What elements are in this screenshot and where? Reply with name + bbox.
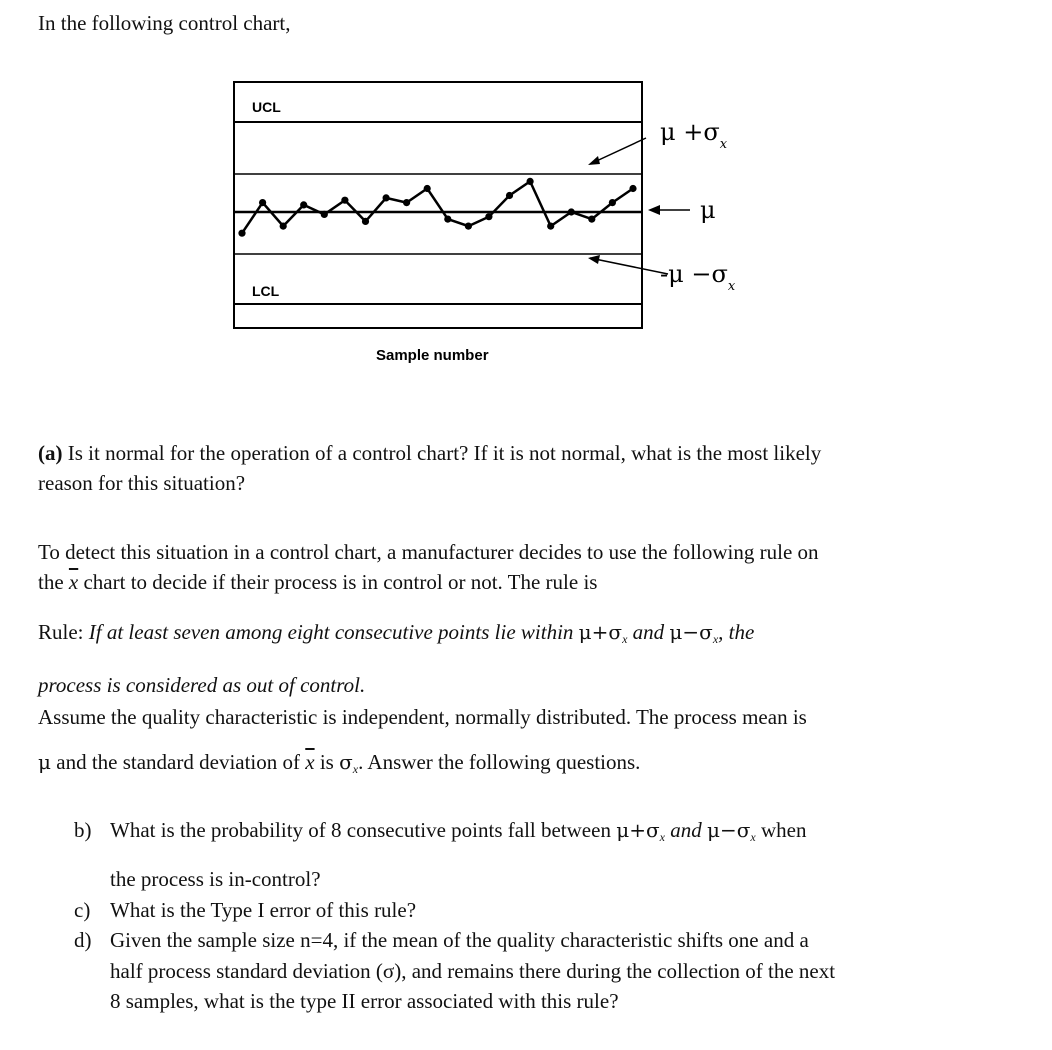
question-d-line1: Given the sample size n=4, if the mean of the quality characteristic shifts one and a	[110, 928, 809, 953]
center-annotation: μ	[700, 196, 716, 224]
center-arrowhead	[648, 205, 660, 215]
rule-tail: , the	[718, 620, 755, 644]
para1-text-a: the	[38, 570, 69, 595]
data-point	[424, 185, 431, 192]
para2-text-c: . Answer the following questions.	[358, 749, 641, 774]
question-a-label: (a)	[38, 441, 63, 465]
lcl-label: LCL	[252, 283, 280, 299]
question-d	[74, 925, 835, 1016]
lower-arrow	[590, 258, 668, 274]
question-c-text: What is the Type I error of this rule?	[110, 897, 417, 922]
para2-text-b: is	[314, 749, 340, 774]
upper-arrowhead	[588, 156, 600, 165]
question-a-text-line2: reason for this situation?	[38, 471, 246, 496]
data-point	[588, 216, 595, 223]
lower-annotation: $-\mu -\sigma_x$	[660, 260, 736, 294]
question-a-text: Is it normal for the operation of a control chart? If it is not normal, what is the most likely	[62, 441, 822, 465]
data-point	[609, 199, 616, 206]
data-point	[383, 194, 390, 201]
mu-symbol: μ	[38, 749, 51, 774]
data-point	[506, 192, 513, 199]
rule-statement: Rule: If at least seven among eight consecutive points lie within $\mu+\sigma_x$ and $\mu-\sigma_x$, the	[38, 620, 755, 646]
lower-arrowhead	[588, 255, 600, 264]
question-b-expr2: μ−σ	[706, 818, 751, 842]
rule-label: Rule:	[38, 620, 89, 644]
question-b-marker: b)	[74, 818, 92, 842]
rule-and: and	[627, 620, 670, 644]
data-point	[568, 208, 575, 215]
rule-expr2: μ−σ	[669, 620, 713, 644]
rule-line2: process is considered as out of control.	[38, 673, 366, 697]
rule-intro-paragraph	[38, 537, 819, 598]
ucl-label: UCL	[252, 99, 281, 115]
intro-text: In the following control chart,	[38, 11, 291, 35]
data-point	[259, 199, 266, 206]
data-point	[485, 213, 492, 220]
question-b-expr1: μ+σ	[616, 818, 660, 842]
data-point	[547, 223, 554, 230]
para1-text-b: chart to decide if their process is in control or not. The rule is	[78, 570, 598, 595]
question-d-line2: half process standard deviation (σ), and remains there during the collection of the next	[110, 958, 836, 983]
data-point	[280, 223, 287, 230]
para2-text-a: and the standard deviation of	[51, 749, 306, 774]
series-line	[242, 181, 633, 233]
question-b-and: and	[664, 818, 707, 842]
data-point	[629, 185, 636, 192]
sigma-symbol: σ	[339, 749, 353, 774]
question-list	[74, 815, 835, 1017]
data-point	[403, 199, 410, 206]
data-series	[238, 178, 636, 237]
question-b-when: when	[755, 818, 807, 842]
upper-annotation: $\mu +\sigma_x$	[660, 118, 728, 152]
data-point	[341, 197, 348, 204]
data-point	[238, 230, 245, 237]
rule-text: If at least seven among eight consecutive points lie within	[88, 620, 579, 644]
rule-expr1: μ+σ	[578, 620, 623, 644]
para1-line1: To detect this situation in a control chart, a manufacturer decides to use the following rule on	[38, 540, 819, 564]
control-chart	[228, 78, 768, 408]
question-b: b) What is the probability of 8 consecutive points fall between $\mu+\sigma_x$ and $\mu-\sigma_x$ when the process is in-control?	[74, 815, 835, 895]
data-point	[362, 218, 369, 225]
para2-line1: Assume the quality characteristic is independent, normally distributed. The process mean is	[38, 705, 807, 730]
question-d-line3: 8 samples, what is the type II error associated with this rule?	[110, 989, 619, 1014]
question-c-marker: c)	[74, 897, 91, 922]
question-a	[38, 438, 998, 499]
xbar-symbol: $\overline{x}$	[68, 570, 79, 595]
assumption-paragraph: process is considered as out of control. Assume the quality characteristic is independent, normally distributed. The process mean is μ and the standard deviation of $\overline{x}$ is $\sigma_x$. Answer the following questions.	[38, 673, 807, 776]
data-point	[527, 178, 534, 185]
question-b-text: What is the probability of 8 consecutive points fall between	[110, 818, 617, 842]
question-d-marker: d)	[74, 928, 92, 953]
data-point	[465, 223, 472, 230]
data-point	[321, 211, 328, 218]
question-b-line2: the process is in-control?	[110, 867, 321, 892]
question-c	[74, 895, 835, 925]
data-point	[444, 216, 451, 223]
data-point	[300, 201, 307, 208]
x-axis-label: Sample number	[376, 347, 489, 364]
xbar-symbol-2: $\overline{x}$	[305, 749, 315, 774]
